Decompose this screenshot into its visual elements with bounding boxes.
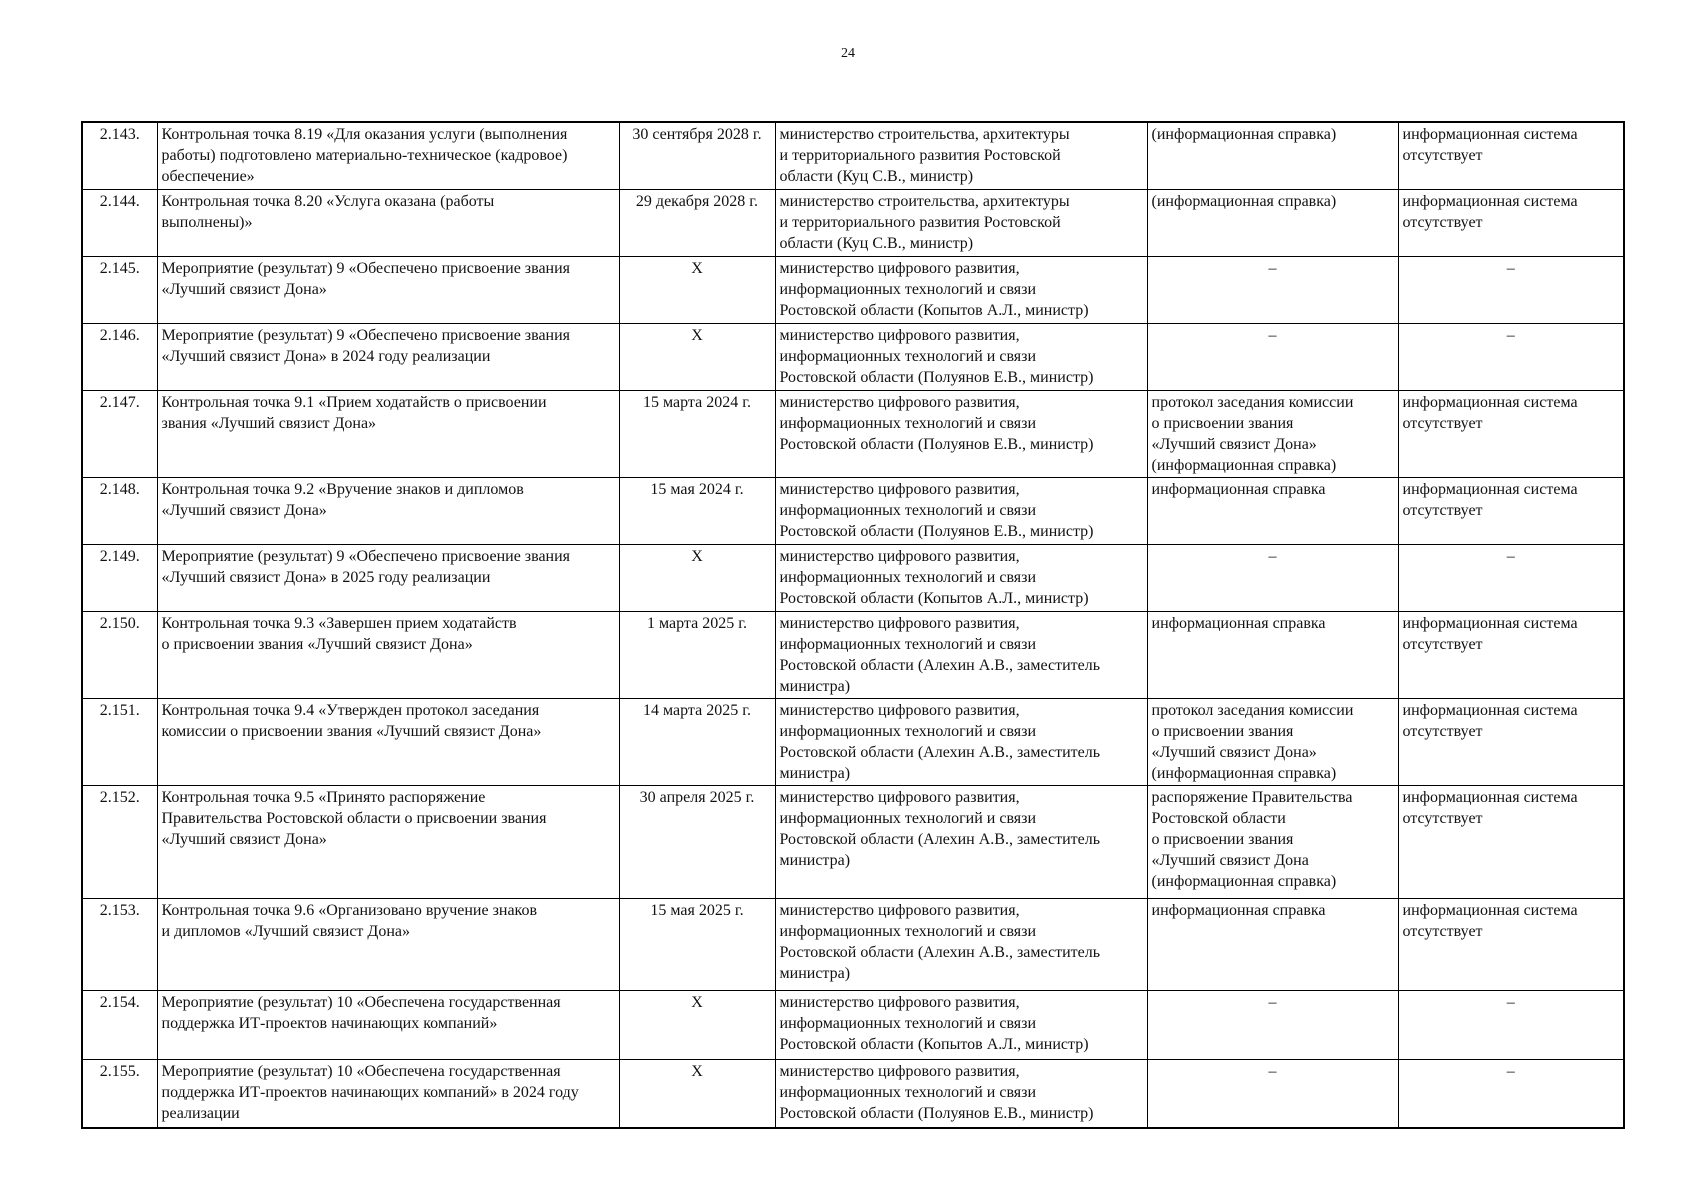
- table-row: [82, 390, 1624, 477]
- row-number: 2.152.: [82, 785, 157, 898]
- deadline-date: 15 мая 2024 г.: [619, 477, 775, 544]
- control-points-table: [81, 121, 1625, 1129]
- row-number: 2.145.: [82, 256, 157, 323]
- confirming-document: распоряжение Правительства Ростовской области о присвоении звания «Лучший связист Дона (информационная справка): [1147, 785, 1398, 898]
- deadline-date: 15 марта 2024 г.: [619, 390, 775, 477]
- responsible-executor: министерство цифрового развития, информационных технологий и связи Ростовской области (Алехин А.В., заместитель министра): [775, 785, 1147, 898]
- row-number: 2.143.: [82, 122, 157, 189]
- deadline-date: 30 сентября 2028 г.: [619, 122, 775, 189]
- item-name: Мероприятие (результат) 9 «Обеспечено присвоение звания «Лучший связист Дона»: [157, 256, 619, 323]
- row-number: 2.151.: [82, 698, 157, 785]
- information-system: –: [1398, 256, 1624, 323]
- responsible-executor: министерство цифрового развития, информационных технологий и связи Ростовской области (Полуянов Е.В., министр): [775, 323, 1147, 390]
- responsible-executor: министерство цифрового развития, информационных технологий и связи Ростовской области (Алехин А.В., заместитель министра): [775, 898, 1147, 990]
- item-name: Мероприятие (результат) 9 «Обеспечено присвоение звания «Лучший связист Дона» в 2025 году реализации: [157, 544, 619, 611]
- information-system: информационная система отсутствует: [1398, 390, 1624, 477]
- deadline-date: 1 марта 2025 г.: [619, 611, 775, 698]
- information-system: информационная система отсутствует: [1398, 611, 1624, 698]
- confirming-document: информационная справка: [1147, 477, 1398, 544]
- information-system: информационная система отсутствует: [1398, 785, 1624, 898]
- information-system: –: [1398, 990, 1624, 1059]
- confirming-document: –: [1147, 544, 1398, 611]
- row-number: 2.146.: [82, 323, 157, 390]
- table-row: [82, 990, 1624, 1059]
- table-row: [82, 189, 1624, 256]
- confirming-document: (информационная справка): [1147, 122, 1398, 189]
- confirming-document: (информационная справка): [1147, 189, 1398, 256]
- item-name: Контрольная точка 9.4 «Утвержден протокол заседания комиссии о присвоении звания «Лучший связист Дона»: [157, 698, 619, 785]
- item-name: Мероприятие (результат) 10 «Обеспечена государственная поддержка ИТ-проектов начинающих компаний»: [157, 990, 619, 1059]
- confirming-document: протокол заседания комиссии о присвоении звания «Лучший связист Дона» (информационная справка): [1147, 698, 1398, 785]
- responsible-executor: министерство цифрового развития, информационных технологий и связи Ростовской области (Полуянов Е.В., министр): [775, 390, 1147, 477]
- responsible-executor: министерство цифрового развития, информационных технологий и связи Ростовской области (Полуянов Е.В., министр): [775, 1059, 1147, 1128]
- deadline-date: X: [619, 1059, 775, 1128]
- confirming-document: –: [1147, 323, 1398, 390]
- table-row: [82, 785, 1624, 898]
- confirming-document: –: [1147, 1059, 1398, 1128]
- table-row: [82, 122, 1624, 189]
- row-number: 2.150.: [82, 611, 157, 698]
- information-system: информационная система отсутствует: [1398, 189, 1624, 256]
- row-number: 2.154.: [82, 990, 157, 1059]
- table-row: [82, 1059, 1624, 1128]
- item-name: Контрольная точка 9.6 «Организовано вручение знаков и дипломов «Лучший связист Дона»: [157, 898, 619, 990]
- deadline-date: X: [619, 323, 775, 390]
- row-number: 2.149.: [82, 544, 157, 611]
- information-system: –: [1398, 1059, 1624, 1128]
- table-body: [82, 122, 1624, 1128]
- deadline-date: 14 марта 2025 г.: [619, 698, 775, 785]
- item-name: Контрольная точка 9.1 «Прием ходатайств о присвоении звания «Лучший связист Дона»: [157, 390, 619, 477]
- table-row: [82, 611, 1624, 698]
- deadline-date: 30 апреля 2025 г.: [619, 785, 775, 898]
- row-number: 2.147.: [82, 390, 157, 477]
- deadline-date: 15 мая 2025 г.: [619, 898, 775, 990]
- row-number: 2.153.: [82, 898, 157, 990]
- table-row: [82, 256, 1624, 323]
- responsible-executor: министерство цифрового развития, информационных технологий и связи Ростовской области (Алехин А.В., заместитель министра): [775, 698, 1147, 785]
- responsible-executor: министерство цифрового развития, информационных технологий и связи Ростовской области (Копытов А.Л., министр): [775, 544, 1147, 611]
- deadline-date: X: [619, 544, 775, 611]
- responsible-executor: министерство строительства, архитектуры и территориального развития Ростовской области (Куц С.В., министр): [775, 122, 1147, 189]
- item-name: Мероприятие (результат) 10 «Обеспечена государственная поддержка ИТ-проектов начинающих компаний» в 2024 году реализации: [157, 1059, 619, 1128]
- table-row: [82, 323, 1624, 390]
- information-system: информационная система отсутствует: [1398, 698, 1624, 785]
- deadline-date: 29 декабря 2028 г.: [619, 189, 775, 256]
- table-row: [82, 544, 1624, 611]
- deadline-date: X: [619, 256, 775, 323]
- confirming-document: –: [1147, 990, 1398, 1059]
- table-row: [82, 898, 1624, 990]
- responsible-executor: министерство цифрового развития, информационных технологий и связи Ростовской области (Копытов А.Л., министр): [775, 256, 1147, 323]
- row-number: 2.144.: [82, 189, 157, 256]
- responsible-executor: министерство строительства, архитектуры и территориального развития Ростовской области (Куц С.В., министр): [775, 189, 1147, 256]
- confirming-document: информационная справка: [1147, 898, 1398, 990]
- information-system: информационная система отсутствует: [1398, 122, 1624, 189]
- item-name: Мероприятие (результат) 9 «Обеспечено присвоение звания «Лучший связист Дона» в 2024 году реализации: [157, 323, 619, 390]
- page-number: 24: [841, 46, 855, 61]
- item-name: Контрольная точка 8.19 «Для оказания услуги (выполнения работы) подготовлено материально-техническое (кадровое) обеспечение»: [157, 122, 619, 189]
- confirming-document: информационная справка: [1147, 611, 1398, 698]
- confirming-document: протокол заседания комиссии о присвоении звания «Лучший связист Дона» (информационная справка): [1147, 390, 1398, 477]
- confirming-document: –: [1147, 256, 1398, 323]
- item-name: Контрольная точка 9.2 «Вручение знаков и дипломов «Лучший связист Дона»: [157, 477, 619, 544]
- row-number: 2.148.: [82, 477, 157, 544]
- information-system: информационная система отсутствует: [1398, 477, 1624, 544]
- item-name: Контрольная точка 9.5 «Принято распоряжение Правительства Ростовской области о присвоении звания «Лучший связист Дона»: [157, 785, 619, 898]
- responsible-executor: министерство цифрового развития, информационных технологий и связи Ростовской области (Копытов А.Л., министр): [775, 990, 1147, 1059]
- deadline-date: X: [619, 990, 775, 1059]
- item-name: Контрольная точка 8.20 «Услуга оказана (работы выполнены)»: [157, 189, 619, 256]
- information-system: –: [1398, 323, 1624, 390]
- responsible-executor: министерство цифрового развития, информационных технологий и связи Ростовской области (Полуянов Е.В., министр): [775, 477, 1147, 544]
- table-row: [82, 477, 1624, 544]
- item-name: Контрольная точка 9.3 «Завершен прием ходатайств о присвоении звания «Лучший связист Дона»: [157, 611, 619, 698]
- information-system: –: [1398, 544, 1624, 611]
- information-system: информационная система отсутствует: [1398, 898, 1624, 990]
- table-row: [82, 698, 1624, 785]
- responsible-executor: министерство цифрового развития, информационных технологий и связи Ростовской области (Алехин А.В., заместитель министра): [775, 611, 1147, 698]
- row-number: 2.155.: [82, 1059, 157, 1128]
